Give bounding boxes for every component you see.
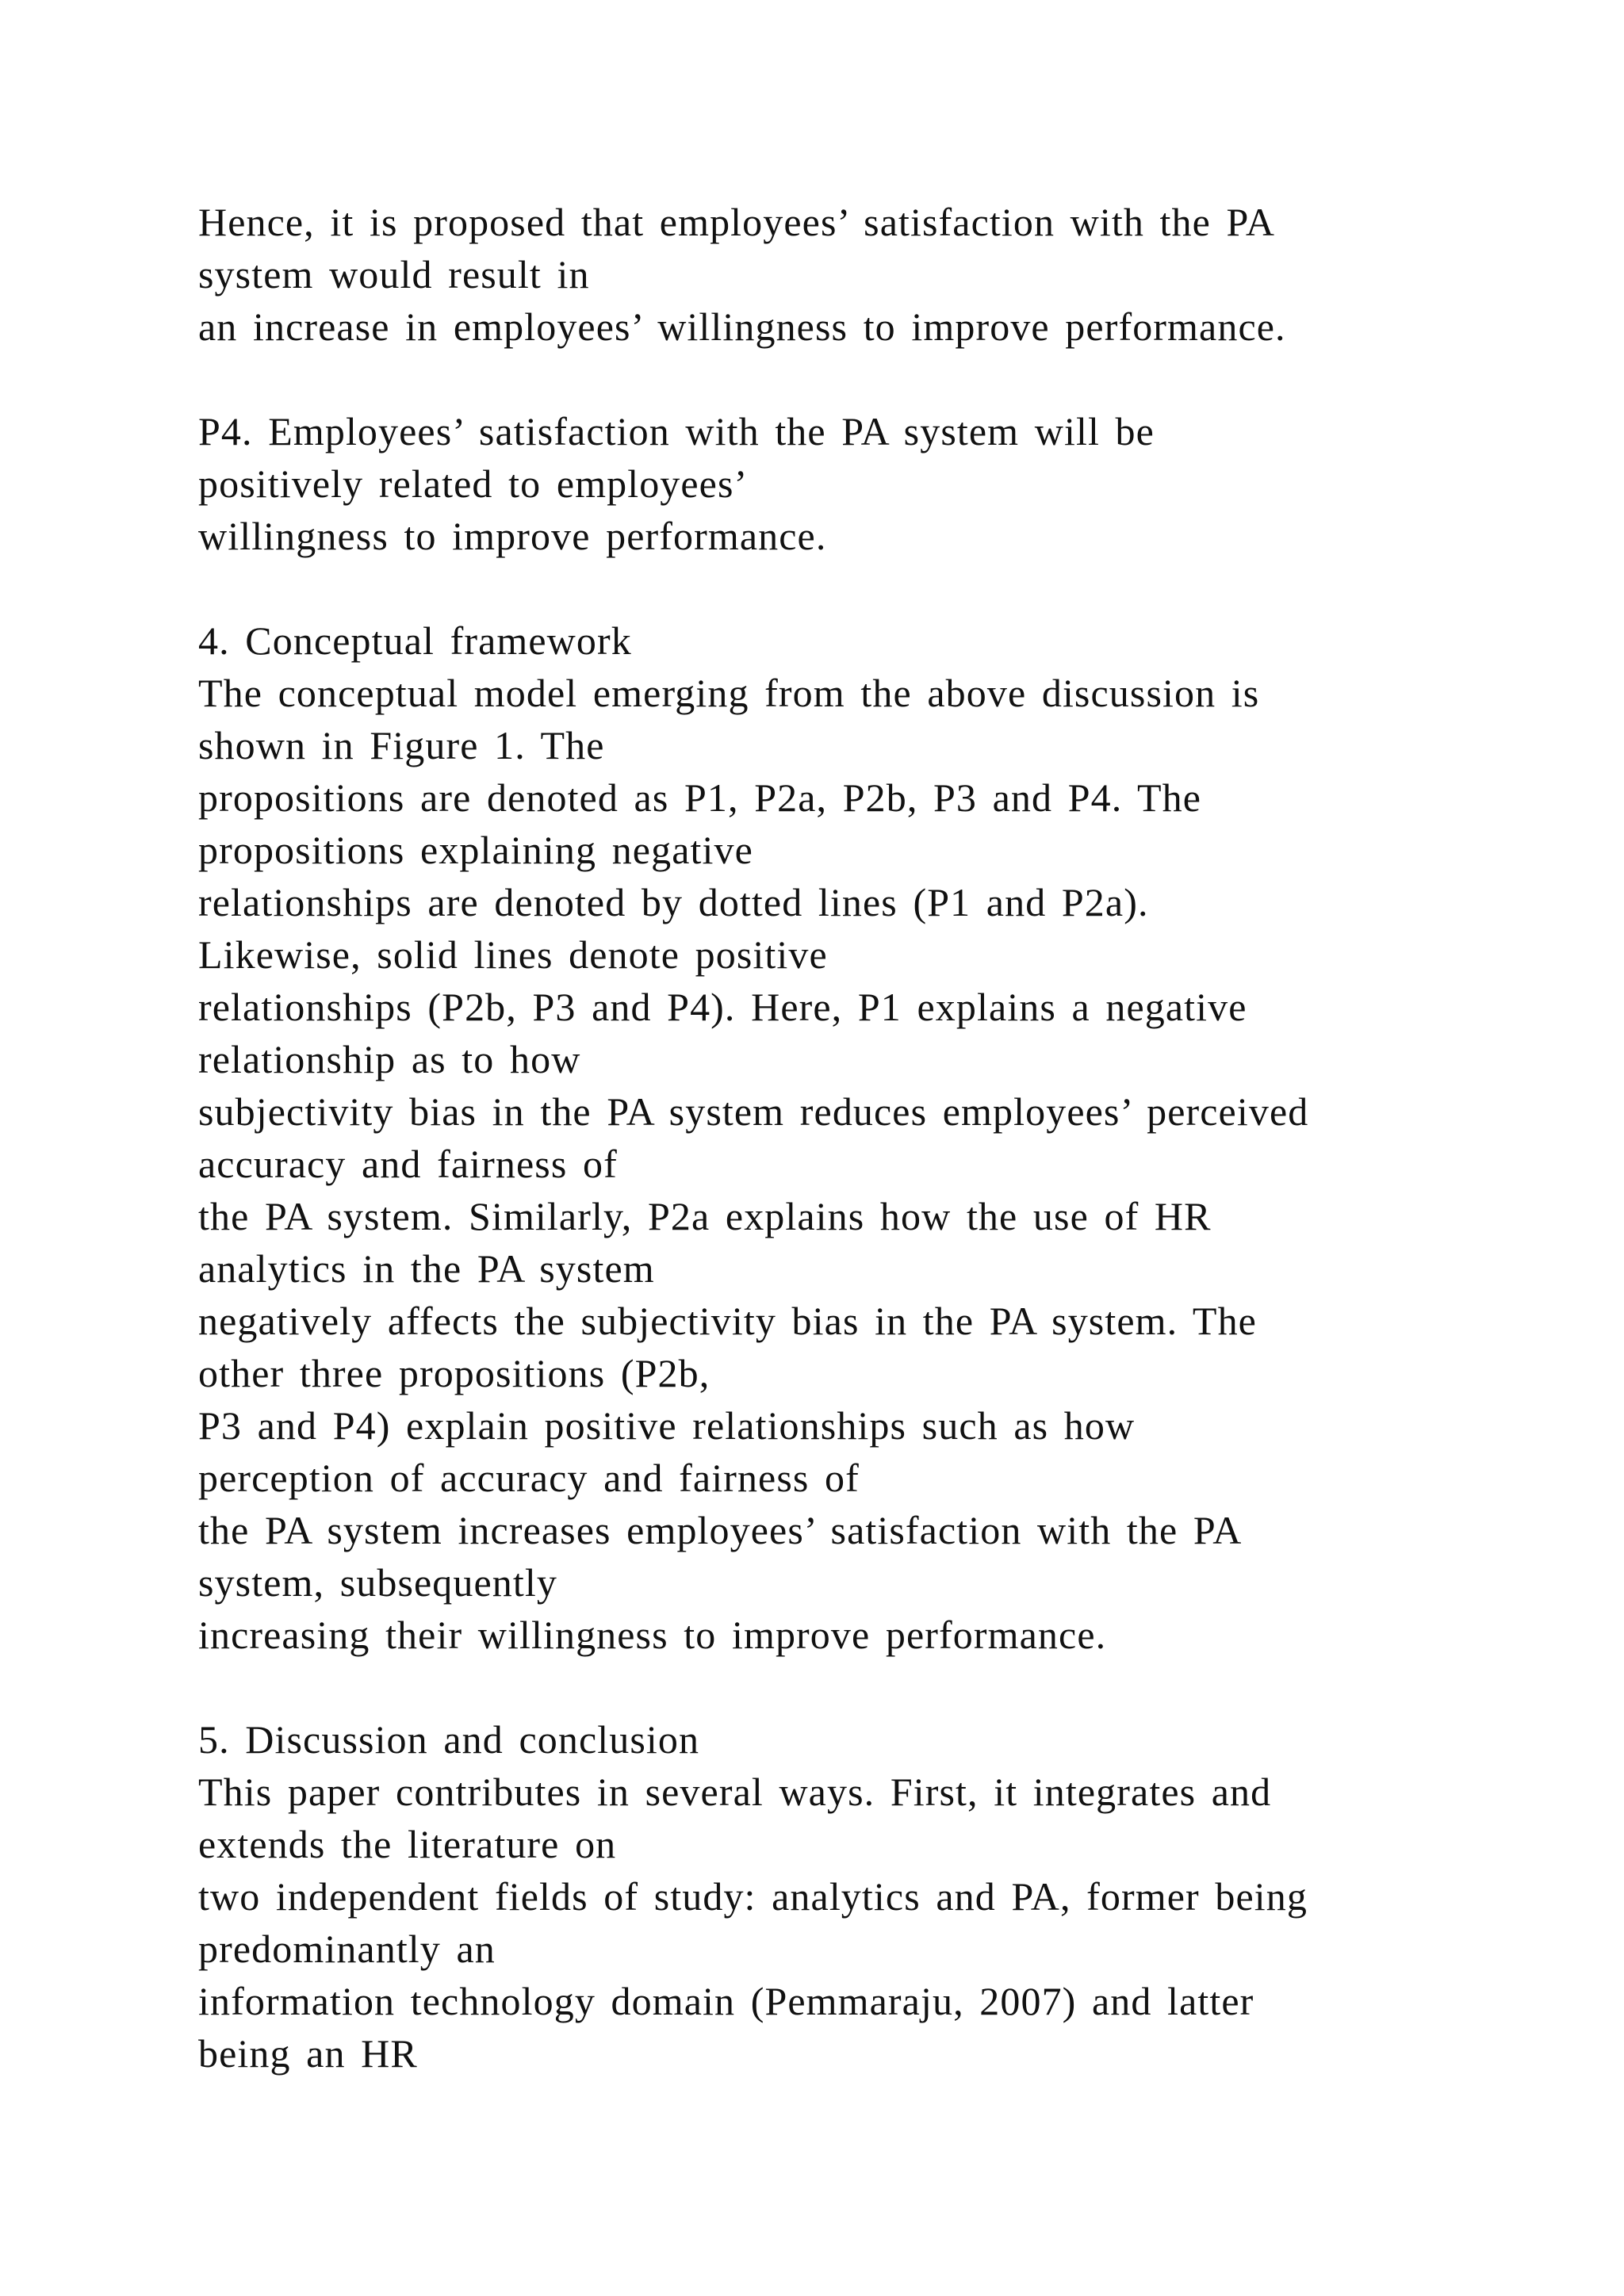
text-line: perception of accuracy and fairness of [198,1456,860,1500]
text-line: positively related to employees’ [198,461,749,506]
text-line: extends the literature on [198,1822,617,1866]
text-line: shown in Figure 1. The [198,723,605,767]
text-line: propositions are denoted as P1, P2a, P2b, P3 and P4. The [198,775,1202,820]
text-line: accuracy and fairness of [198,1142,618,1186]
text-line: P4. Employees’ satisfaction with the PA system will be [198,409,1155,453]
text-line: relationships are denoted by dotted lines (P1 and P2a). [198,880,1149,924]
text-line: analytics in the PA system [198,1246,655,1291]
text-line: being an HR [198,2031,418,2076]
section-heading: 5. Discussion and conclusion [198,1717,700,1762]
text-line: Likewise, solid lines denote positive [198,932,828,977]
text-line: predominantly an [198,1927,496,1971]
text-line: This paper contributes in several ways. First, it integrates and [198,1770,1272,1814]
text-line: increasing their willingness to improve performance. [198,1613,1107,1657]
section-heading: 4. Conceptual framework [198,618,632,663]
text-line: Hence, it is proposed that employees’ satisfaction with the PA [198,200,1276,244]
text-line: negatively affects the subjectivity bias in the PA system. The [198,1299,1257,1343]
text-line: other three propositions (P2b, [198,1351,710,1395]
text-line: the PA system. Similarly, P2a explains how the use of HR [198,1194,1212,1238]
text-line: relationship as to how [198,1037,581,1081]
text-line: information technology domain (Pemmaraju, 2007) and latter [198,1979,1254,2023]
text-line: two independent fields of study: analytics and PA, former being [198,1874,1308,1919]
text-line: relationships (P2b, P3 and P4). Here, P1 explains a negative [198,985,1247,1029]
text-line: system would result in [198,252,590,297]
text-line: subjectivity bias in the PA system reduces employees’ perceived [198,1089,1309,1134]
text-line: willingness to improve performance. [198,514,827,558]
text-line: The conceptual model emerging from the above discussion is [198,671,1260,715]
text-line: P3 and P4) explain positive relationships such as how [198,1403,1136,1448]
text-line: the PA system increases employees’ satisfaction with the PA [198,1508,1243,1552]
text-line: system, subsequently [198,1560,557,1605]
text-line: an increase in employees’ willingness to improve performance. [198,304,1286,349]
text-line: propositions explaining negative [198,828,753,872]
